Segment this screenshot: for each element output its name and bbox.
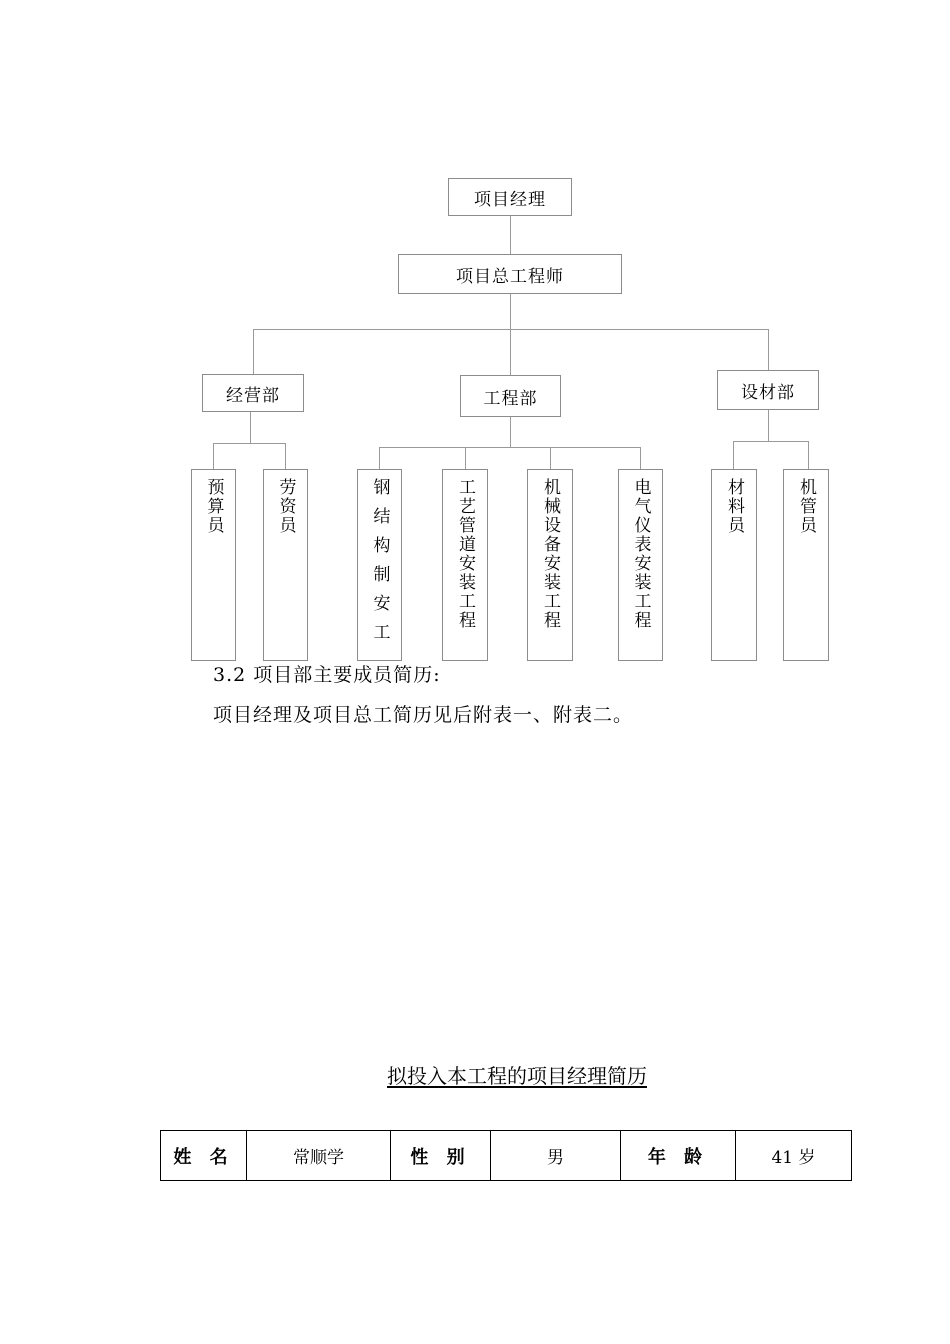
connector-jy-2 [285,443,286,470]
connector-gc-4 [640,447,641,470]
staff-label: 工艺管道安装工程 [455,478,475,630]
name-label: 姓 名 [161,1131,247,1181]
resume-title: 拟投入本工程的项目经理简历 [387,1064,647,1088]
connector-dept-1 [253,329,254,374]
gender-value: 男 [491,1131,621,1181]
org-node-chief-engineer: 项目总工程师 [398,254,622,294]
connector-gc [510,416,511,447]
org-node-staff-jixie [527,469,573,661]
staff-label: 机管员 [796,478,816,535]
age-label: 年 龄 [621,1131,736,1181]
table-row [161,1131,852,1181]
connector-dept-3 [768,329,769,371]
connector-gc-3 [550,447,551,470]
connector-dept-bar [253,329,769,330]
org-node-staff-jiguan [783,469,829,661]
connector-gc-2 [465,447,466,470]
staff-label: 劳资员 [275,478,296,535]
resume-table [160,1130,852,1181]
org-node-staff-yusuan [191,469,236,661]
org-node-staff-gongyi [442,469,488,661]
org-node-staff-laozi [263,469,308,661]
connector-gc-1 [379,447,380,470]
org-node-staff-cailiao [711,469,757,661]
section-heading: 3.2 项目部主要成员简历: [213,664,441,686]
connector-sc [768,409,769,441]
gender-label: 性 别 [391,1131,491,1181]
staff-label: 电气仪表安装工程 [630,478,651,630]
name-value: 常顺学 [247,1131,391,1181]
connector-jy-1 [213,443,214,470]
connector-jy [250,411,251,443]
connector-chief [510,293,511,376]
org-node-dept-shecai: 设材部 [717,370,819,410]
staff-label: 机械设备安装工程 [540,478,560,630]
staff-label: 预算员 [203,478,224,535]
connector-sc-1 [733,441,734,470]
connector-jy-bar [213,443,285,444]
staff-label: 钢结构制安工 [369,478,390,652]
org-node-dept-gongcheng: 工程部 [460,375,561,417]
org-node-staff-gangjiegou [357,469,402,661]
org-node-dept-jingying: 经营部 [202,374,304,412]
org-node-staff-dianqi [618,469,663,661]
org-node-project-manager: 项目经理 [448,178,572,216]
connector-sc-2 [808,441,809,470]
connector-gc-bar [379,447,641,448]
age-value: 41 岁 [736,1131,852,1181]
connector-top [510,215,511,255]
staff-label: 材料员 [724,478,744,535]
section-body: 项目经理及项目总工简历见后附表一、附表二。 [213,704,634,726]
connector-sc-bar [733,441,809,442]
